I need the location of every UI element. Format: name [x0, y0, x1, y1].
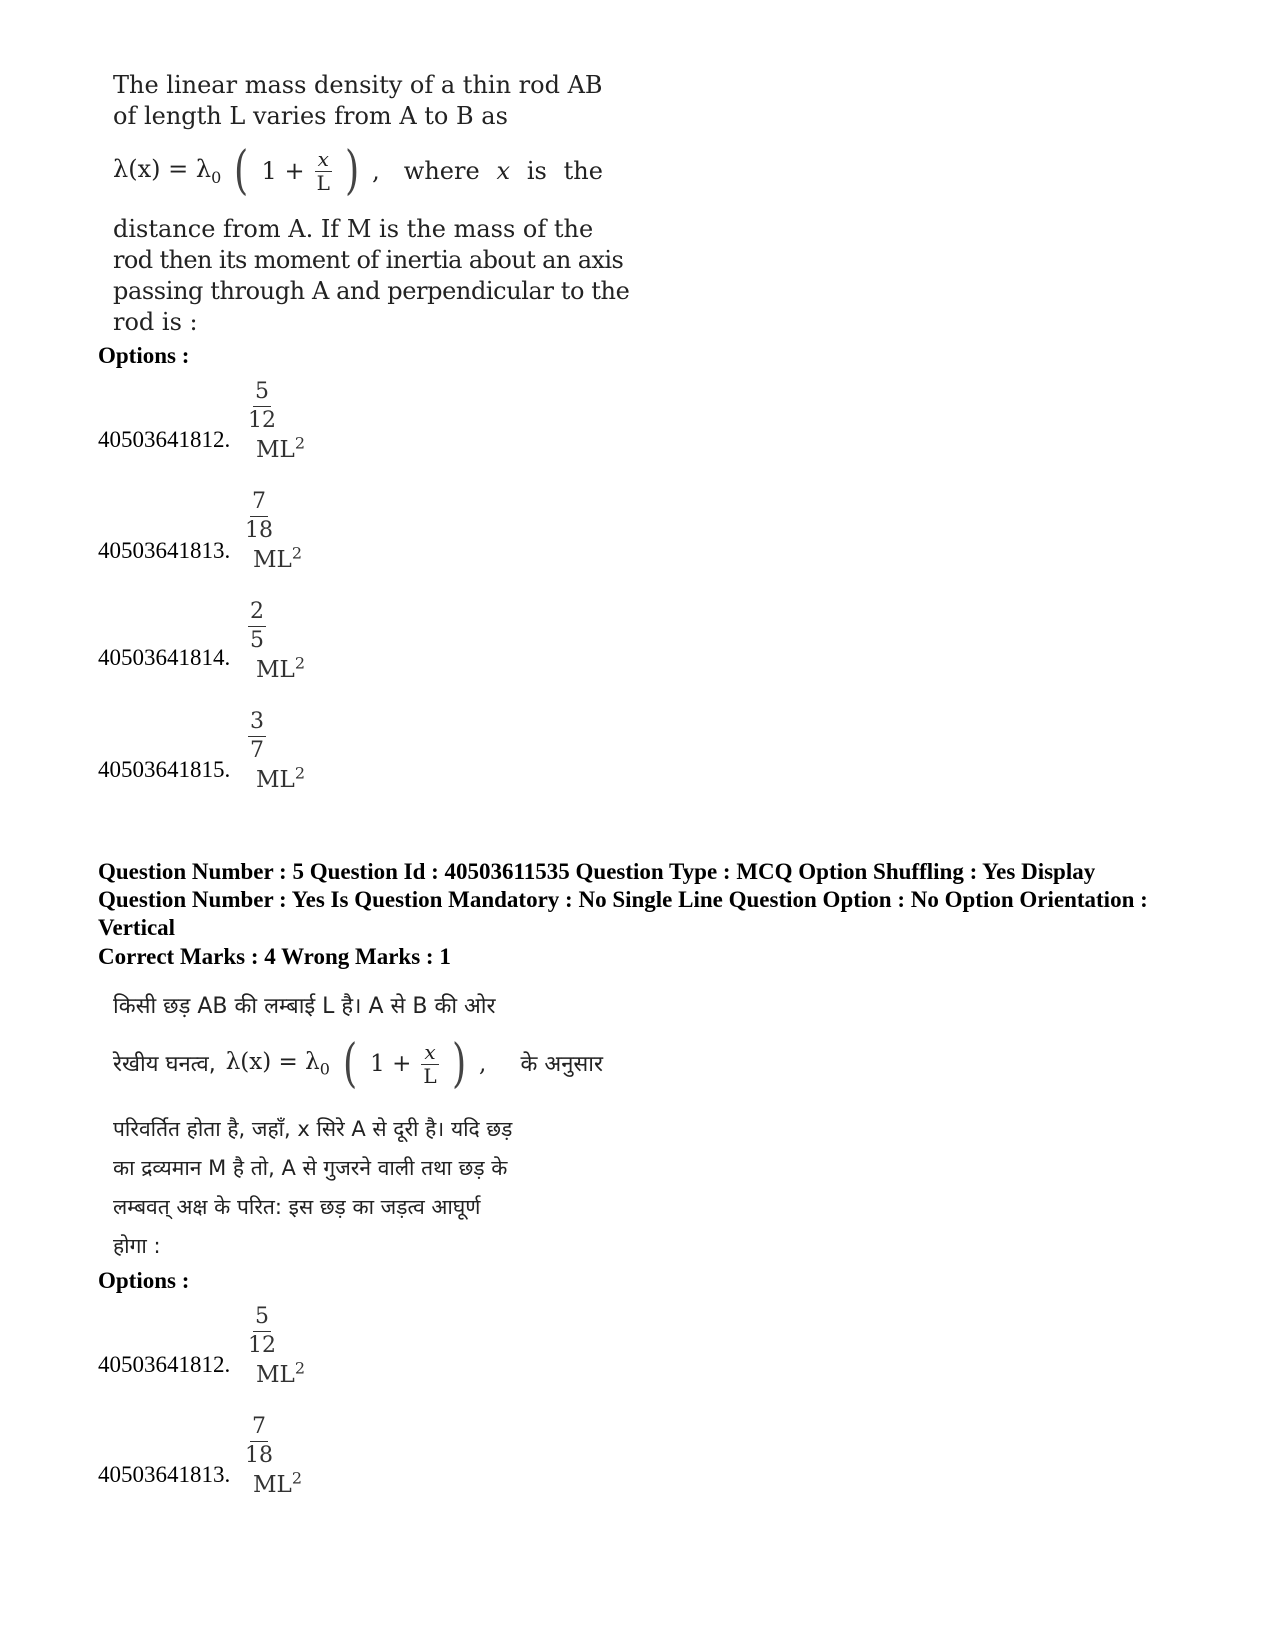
q4-text-line: The linear mass density of a thin rod AB [113, 71, 603, 99]
fraction: $\frac{2}{5}$ [250, 599, 264, 653]
q5-question-text-cont [113, 1110, 603, 1266]
q4-text-line: rod then its moment of inertia about an axis [113, 246, 624, 274]
option-math: $\frac{7}{18}$ $ML^2$ [245, 489, 303, 573]
fraction: $\frac{3}{7}$ [250, 709, 264, 763]
option-math: $\frac{2}{5}$ $ML^2$ [250, 599, 306, 683]
q4-text-line: rod is : [113, 308, 198, 336]
q5-text-line: का द्रव्यमान M है तो, A से गुजरने वाली तथा छड़ के [113, 1156, 508, 1180]
option-math: $\frac{5}{12}$ $ML^2$ [248, 1304, 306, 1388]
formula-lhs: $\lambda(x) = \lambda_0$ [113, 155, 222, 187]
paren-close: ) [344, 141, 360, 201]
option-id: 40503641814. [98, 645, 231, 670]
q5-meta-info: Question Number : 5 Question Id : 40503611535 Question Type : MCQ Option Shuffling : Yes Display Question Number : Yes Is Question Mandatory : No Single Line Question Option : No Option Orientation : Vertical [98, 859, 1148, 940]
formula-fraction: $\frac{x}{L}$ [316, 147, 330, 195]
q4-text-line: passing through A and perpendicular to the [113, 277, 630, 305]
paren-close: ) [451, 1034, 466, 1094]
formula-one-plus: 1 + [261, 157, 305, 185]
q5-text-line: होगा : [113, 1234, 161, 1258]
fraction: $\frac{5}{12}$ [248, 1304, 276, 1358]
option-math: $\frac{3}{7}$ $ML^2$ [250, 709, 306, 793]
q5-marks: Correct Marks : 4 Wrong Marks : 1 [98, 944, 451, 969]
formula-fraction: $\frac{x}{L}$ [423, 1040, 437, 1088]
q4-text-line: of length L varies from A to B as [113, 102, 508, 130]
q4-question-text [113, 70, 603, 132]
q5-density-formula: रेखीय घनत्व, $\lambda(x) = \lambda_0$ ( 1 + $\frac{x}{L}$ ) , के अनुसार [113, 1034, 603, 1094]
fraction: $\frac{7}{18}$ [245, 489, 273, 543]
fraction: $\frac{5}{12}$ [248, 379, 276, 433]
option-math: $\frac{5}{12}$ $ML^2$ [248, 379, 306, 463]
q4-density-formula: $\lambda(x) = \lambda_0$ ( 1 + $\frac{x}{L}$ ) , where x is the [113, 141, 603, 201]
q4-options-heading: Options : [98, 343, 190, 368]
q4-question-text-cont [113, 214, 630, 338]
q5-text-line: परिवर्तित होता है, जहाँ, x सिरे A से दूरी है। यदि छड़ [113, 1117, 513, 1141]
option-id: 40503641813. [98, 538, 231, 563]
fraction: $\frac{7}{18}$ [245, 1414, 273, 1468]
paren-open: ( [234, 141, 249, 201]
option-id: 40503641813. [98, 1462, 231, 1487]
q5-text-line: लम्बवत् अक्ष के परित: इस छड़ का जड़त्व आघूर्ण [113, 1195, 481, 1219]
option-id: 40503641812. [98, 1352, 231, 1377]
option-id: 40503641812. [98, 427, 231, 452]
formula-lhs: $\lambda(x) = \lambda_0$ [225, 1049, 330, 1079]
option-id: 40503641815. [98, 757, 231, 782]
option-math: $\frac{7}{18}$ $ML^2$ [245, 1414, 303, 1498]
q4-text-line: distance from A. If M is the mass of the [113, 215, 594, 243]
formula-where-clause: where x is the [403, 157, 603, 185]
q5-options-heading: Options : [98, 1268, 190, 1293]
paren-open: ( [342, 1034, 358, 1094]
q5-hindi-line: किसी छड़ AB की लम्बाई L है। A से B की ओर [113, 994, 496, 1019]
